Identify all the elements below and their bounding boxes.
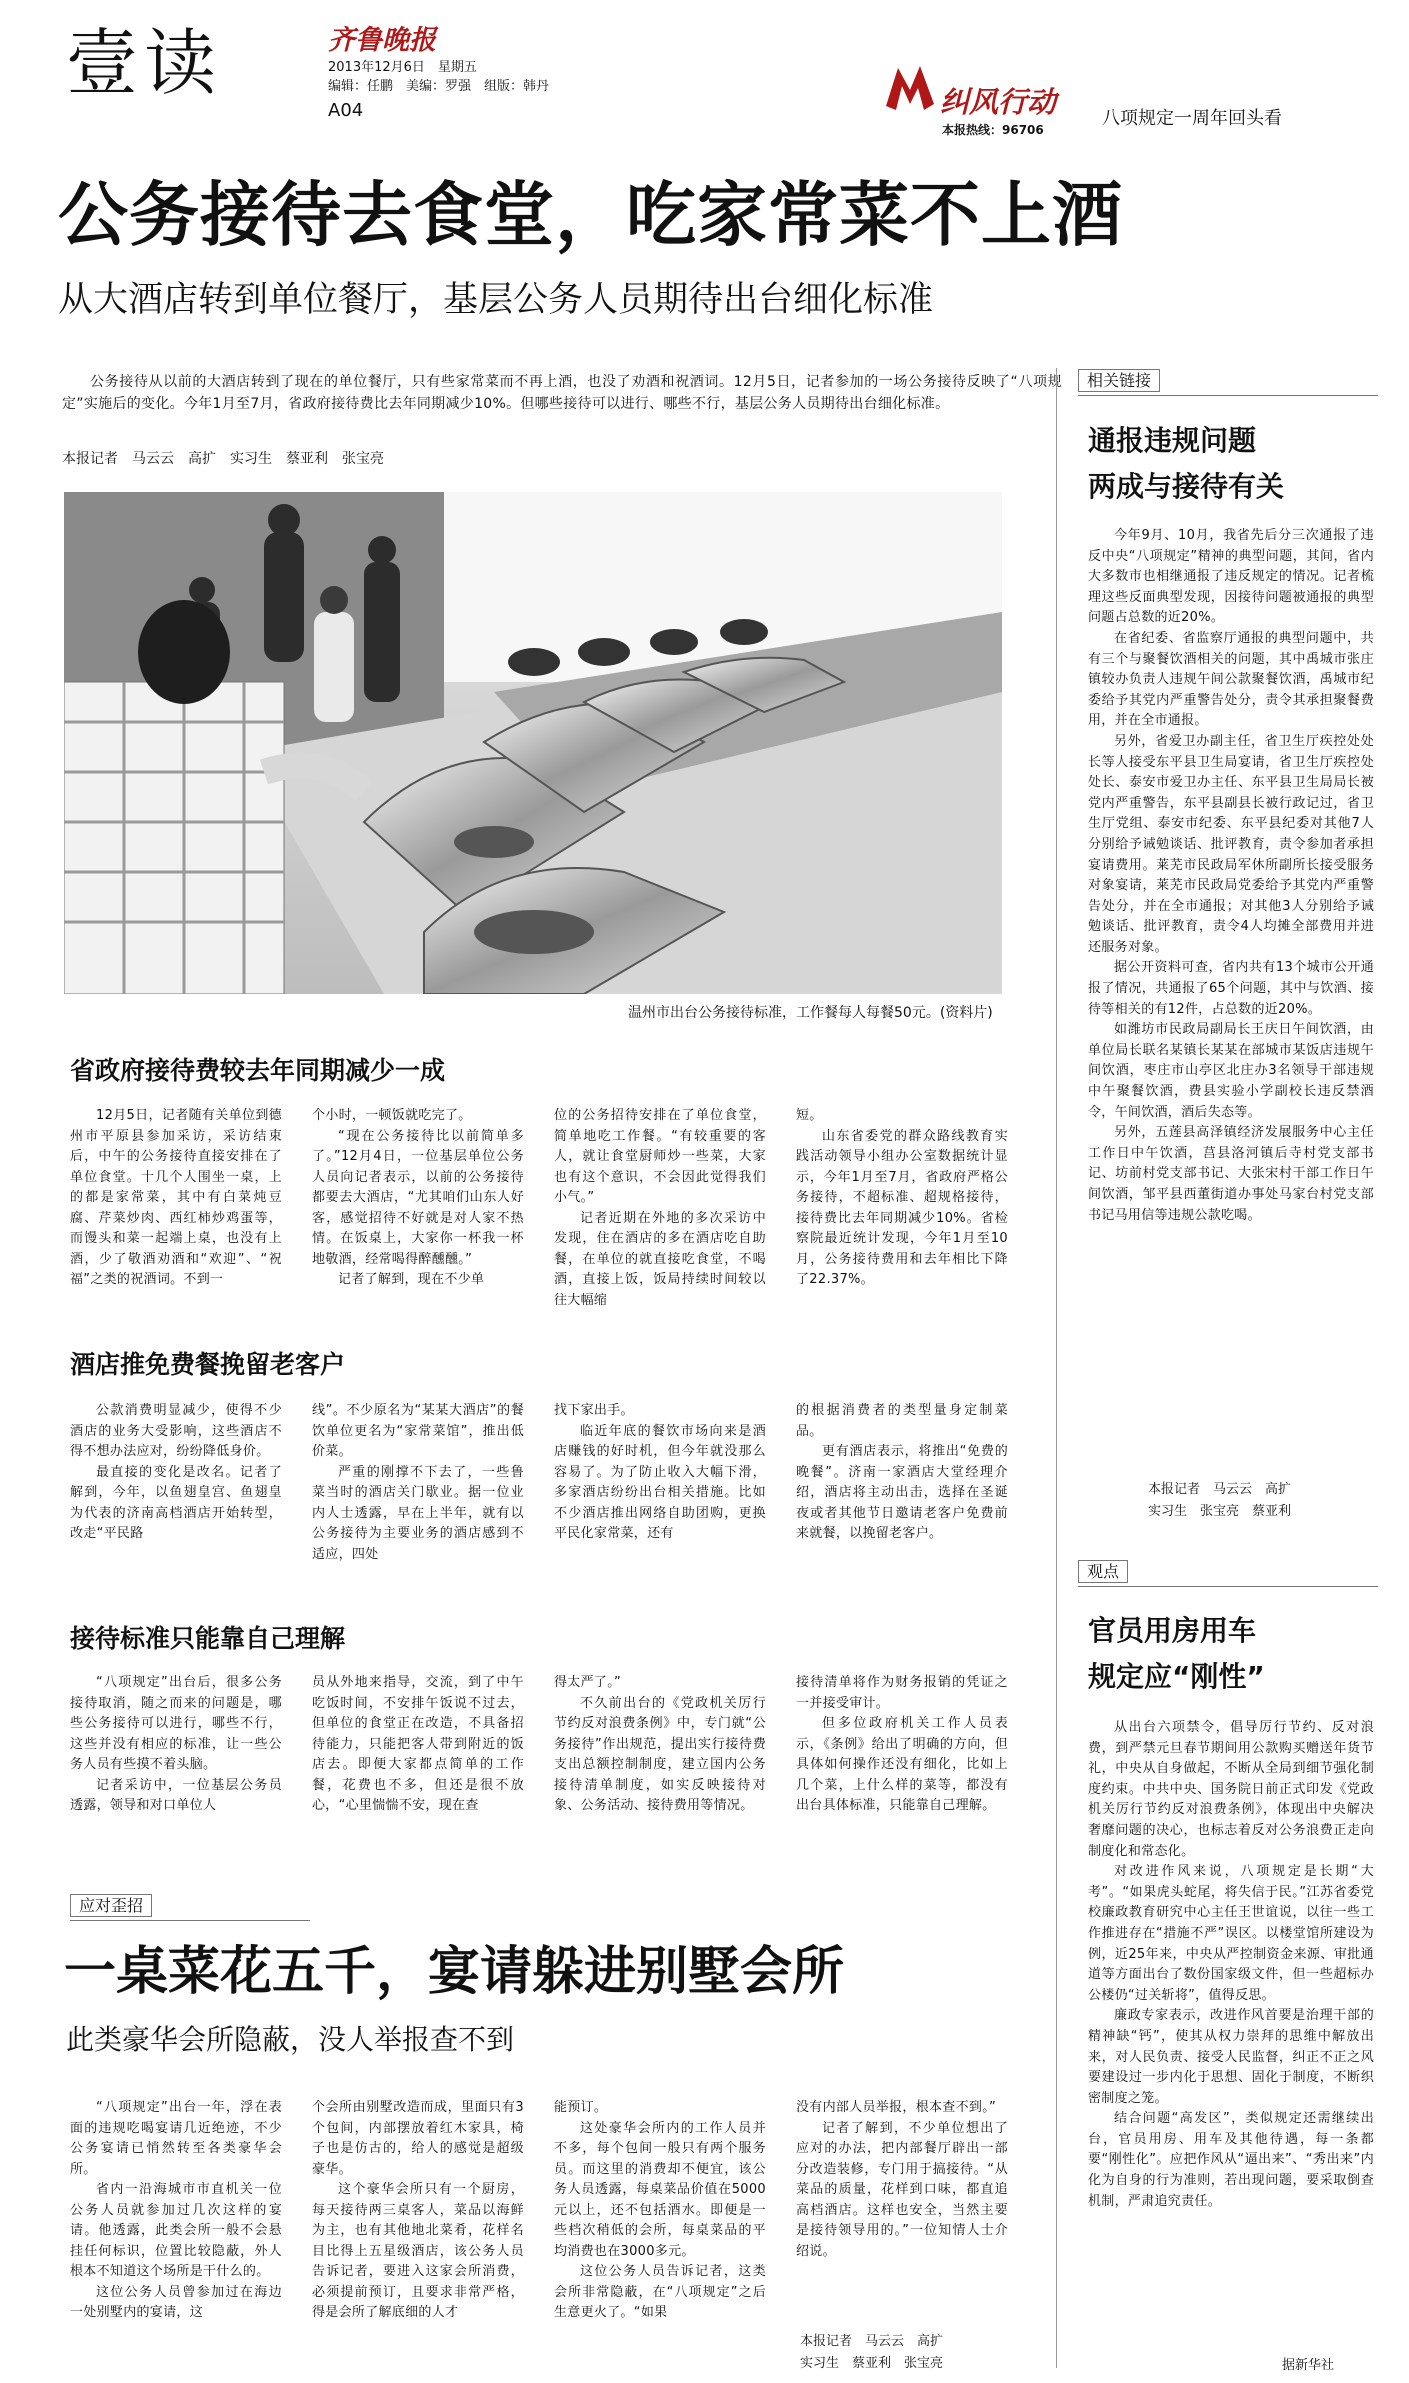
sec3-col1 (70, 1673, 282, 1817)
sec2-col4 (796, 1401, 1008, 1545)
main-headline: 公务接待去食堂，吃家常菜不上酒 (58, 174, 1123, 256)
sec2-col2 (312, 1401, 524, 1565)
sidebar2-title (1088, 1608, 1265, 1700)
story2-col2-para: 个会所由别墅改造而成，里面只有3个包间，内部摆放着红木家具，椅子也是仿古的，给人的感觉是超级豪华。 (312, 2100, 524, 2177)
sidebar1-tag (1078, 368, 1378, 396)
main-subhead: 从大酒店转到单位餐厅，基层公务人员期待出台细化标准 (58, 280, 934, 320)
sec3-col3-para: 得太严了。” (554, 1675, 622, 1690)
sec1-col1-para: 12月5日，记者随有关单位到德州市平原县参加采访，采访结束后，中午的公务接待直接安排在了单位食堂。十几个人围坐一桌，上的都是家常菜，其中有白菜炖豆腐、芹菜炒肉、西红柿炒鸡蛋等，而馒头和菜一起端上桌，也没有上酒，少了敬酒劝酒和“欢迎”、“祝福”之类的祝酒词。不到一 (70, 1108, 282, 1287)
column-logo-mark (880, 60, 940, 116)
sec2-col1-para: 最直接的变化是改名。记者了解到，今年，以鱼翅皇宫、鱼翅皇为代表的济南高档酒店开始转型，改走“平民路 (70, 1464, 282, 1541)
sidebar1-title (1088, 418, 1284, 510)
sec3-col1-para: 记者采访中，一位基层公务员透露，领导和对口单位人 (70, 1777, 282, 1813)
sec1-col2-para: 记者了解到，现在不少单 (338, 1272, 485, 1287)
story2-col3-para: 这位公务人员告诉记者，这类会所非常隐蔽，在“八项规定”之后生意更火了。“如果 (554, 2264, 766, 2320)
sec2-col4-para: 的根据消费者的类型量身定制菜品。 (796, 1403, 1008, 1439)
issue-date: 2013年12月6日 星期五 (328, 60, 477, 75)
sec3-col3 (554, 1673, 766, 1817)
sidebar1-para: 据公开资料可查，省内共有13个城市公开通报了情况，共通报了65个问题，其中与饮酒、接待等相关的有12件，占总数的近20%。 (1088, 960, 1374, 1017)
page-number: A04 (328, 100, 364, 121)
sidebar2-body (1088, 1718, 1374, 2212)
sec1-col3-para: 位的公务招待安排在了单位食堂，简单地吃工作餐。“有较重要的客人，就让食堂厨师炒一些菜，大家也有这个意识，不会因此觉得我们小气。” (554, 1108, 766, 1205)
story2-col3-para: 能预订。 (554, 2100, 608, 2115)
sec1-col1 (70, 1106, 282, 1291)
story2-byline-2: 实习生 蔡亚利 张宝亮 (800, 2356, 944, 2371)
sidebar1-title-line: 通报违规问题 (1088, 424, 1257, 457)
sidebar2-source: 据新华社 (1282, 2358, 1335, 2373)
sidebar1-para: 另外，五莲县高泽镇经济发展服务中心主任工作日中午饮酒，莒县洛河镇后寺村党支部书记、坊前村党支部书记、大张宋村干部工作日午间饮酒，邹平县西董街道办事处马家台村党支部书记马用信等违规公款吃喝。 (1088, 1125, 1374, 1223)
sec2-col3-para: 找下家出手。 (554, 1403, 634, 1418)
story2-col1-para: “八项规定”出台一年，浮在表面的违规吃喝宴请几近绝迹，不少公务宴请已悄然转至各类豪华会所。 (70, 2100, 282, 2177)
section-heading-2: 酒店推免费餐挽留老客户 (70, 1350, 346, 1379)
photo-caption: 温州市出台公务接待标准，工作餐每人每餐50元。(资料片) (628, 1005, 993, 1021)
lead-intro (62, 371, 1062, 415)
sec2-col4-para: 更有酒店表示，将推出“免费的晚餐”。济南一家酒店大堂经理介绍，酒店将主动出击，选择在圣诞夜或者其他节日邀请老客户免费前来就餐，以挽留老客户。 (796, 1444, 1008, 1541)
story2-headline: 一桌菜花五千，宴请躲进别墅会所 (64, 1942, 845, 2002)
sec2-col3-para: 临近年底的餐饮市场向来是酒店赚钱的好时机，但今年就没那么容易了。为了防止收入大幅下滑，多家酒店纷纷出台相关措施。比如不少酒店推出网络自助团购，更换平民化家常菜，还有 (554, 1423, 766, 1541)
story2-col2-para: 这个豪华会所只有一个厨房，每天接待两三桌客人，菜品以海鲜为主，也有其他地北菜肴，花样名目比得上五星级酒店，该公务人员告诉记者，要进入这家会所消费，必须提前预订，且要求非常严格，得是会所了解底细的人才 (312, 2182, 524, 2320)
sec2-col3 (554, 1401, 766, 1545)
story2-col2 (312, 2098, 524, 2324)
sec1-col2-para: “现在公务接待比以前简单多了。”12月4日，一位基层单位公务人员向记者表示，以前的公务接待都要去大酒店，“尤其咱们山东人好客，感觉招待不好就是对人家不热情。在饭桌上，大家你一杯我一杯地敬酒，经常喝得醉醺醺。” (312, 1128, 524, 1267)
sec2-col2-para: 线”。不少原名为“某某大酒店”的餐饮单位更名为“家常菜馆”，推出低价菜。 (312, 1403, 524, 1459)
sec3-col3-para: 不久前出台的《党政机关厉行节约反对浪费条例》中，专门就“公务接待”作出规范，提出实行接待费支出总额控制制度，建立国内公务接待清单制度，如实反映接待对象、公务活动、接待费用等情况。 (554, 1695, 766, 1813)
story2-col3 (554, 2098, 766, 2324)
story2-col4 (796, 2098, 1008, 2262)
sec2-col1-para: 公款消费明显减少，使得不少酒店的业务大受影响，这些酒店不得不想办法应对，纷纷降低身价。 (70, 1403, 282, 1459)
section-heading-1: 省政府接待费较去年同期减少一成 (70, 1056, 446, 1085)
sidebar2-para: 从出台六项禁令，倡导厉行节约、反对浪费，到严禁元旦春节期间用公款购买赠送年货节礼，中央从自身做起，不断从全局到细节强化制度约束。中共中央、国务院日前正式印发《党政机关厉行节约反对浪费条例》，体现出中央解决奢靡问题的决心，也标志着反对公务浪费正走向制度化和常态化。 (1088, 1720, 1374, 1859)
sidebar-divider (1056, 368, 1057, 2368)
sidebar1-para: 今年9月、10月，我省先后分三次通报了违反中央“八项规定”精神的典型问题，其间，省内大多数市也相继通报了违反规定的情况。记者梳理这些反面典型发现，因接待问题被通报的典型问题占总数的近20%。 (1088, 528, 1374, 626)
story2-byline-1: 本报记者 马云云 高扩 (800, 2334, 944, 2349)
sec1-col3 (554, 1106, 766, 1311)
sec1-col2 (312, 1106, 524, 1291)
series-title: 八项规定一周年回头看 (1102, 108, 1282, 129)
sec1-col3-para: 记者近期在外地的多次采访中发现，住在酒店的多在酒店吃自助餐，在单位的就直接吃食堂，不喝酒，直接上饭，饭局持续时间较以往大幅缩 (554, 1210, 766, 1308)
story2-col4-para: 没有内部人员举报，根本查不到。” (796, 2100, 997, 2115)
sec3-col2-para: 员从外地来指导，交流，到了中午吃饭时间，不安排午饭说不过去，但单位的食堂正在改造，不具备招待能力，只能把客人带到附近的饭店去。即便大家都点简单的工作餐，花费也不多，但还是很不放心，“心里惴惴不安，现在查 (312, 1675, 524, 1813)
story2-tag-label: 应对歪招 (70, 1894, 152, 1917)
sidebar1-byline-1: 本报记者 马云云 高扩 (1148, 1482, 1292, 1497)
buffet-photo-image (64, 492, 1002, 994)
lead-byline: 本报记者 马云云 高扩 实习生 蔡亚利 张宝亮 (62, 451, 384, 467)
sec1-col4-para: 短。 (796, 1108, 823, 1123)
sec3-col1-para: “八项规定”出台后，很多公务接待取消，随之而来的问题是，哪些公务接待可以进行，哪些不行，这些并没有相应的标准，让一些公务人员有些摸不着头脑。 (70, 1675, 282, 1772)
sec2-col2-para: 严重的刚撑不下去了，一些鲁菜当时的酒店关门歇业。据一位业内人士透露，早在上半年，就有以公务接待为主要业务的酒店感到不适应，四处 (312, 1464, 524, 1562)
sidebar2-tag-label: 观点 (1078, 1560, 1128, 1583)
story2-col3-para: 这处豪华会所内的工作人员并不多，每个包间一般只有两个服务员。而这里的消费却不便宜，该公务人员透露，每桌菜品价值在5000元以上，还不包括酒水。即便是一些档次稍低的会所，每桌菜品的平均消费也在3000多元。 (554, 2120, 766, 2259)
sidebar2-tag (1078, 1559, 1378, 1587)
story2-tag (70, 1893, 310, 1921)
sidebar1-byline-2: 实习生 张宝亮 蔡亚利 (1148, 1504, 1292, 1519)
column-logo (880, 60, 940, 116)
story2-subhead: 此类豪华会所隐蔽，没人举报查不到 (66, 2023, 515, 2056)
sec1-col4-para: 山东省委党的群众路线教育实践活动领导小组办公室数据统计显示，今年1月至7月，省政府严格公务接待，不超标准、超规格接待，接待费比去年同期减少10%。省检察院最近统计发现，今年1月至10月，公务接待费用和去年相比下降了22.37%。 (796, 1128, 1008, 1287)
newspaper-logo: 齐鲁晚报 (328, 25, 436, 56)
sec3-col4-para: 接待清单将作为财务报销的凭证之一并接受审计。 (796, 1675, 1008, 1711)
sidebar1-body (1088, 526, 1374, 1226)
column-name: 纠风行动 (940, 85, 1057, 119)
buffet-photo (64, 492, 1002, 994)
story2-col4-para: 记者了解到，不少单位想出了应对的办法，把内部餐厅辟出一部分改造装修，专门用于搞接待。“从菜品的质量，花样到口味，都直追高档酒店。这样也安全，当然主要是接待领导用的。”一位知情人士介绍说。 (796, 2120, 1008, 2259)
sidebar1-para: 如潍坊市民政局副局长王庆日午间饮酒，由单位局长联名某镇长某某在部城市某饭店违规午间饮酒，枣庄市山亭区北庄办3名领导干部违规中午聚餐饮酒，费县实验小学副校长违反禁酒令，午间饮酒，酒后失态等。 (1088, 1022, 1374, 1120)
editor-credits: 编辑：任鹏 美编：罗强 组版：韩丹 (328, 79, 550, 94)
story2-col1 (70, 2098, 282, 2324)
sidebar1-title-line: 两成与接待有关 (1088, 470, 1285, 503)
hotline: 本报热线：96706 (942, 123, 1044, 137)
sidebar2-title-line: 官员用房用车 (1088, 1614, 1257, 1647)
section-heading-3: 接待标准只能靠自己理解 (70, 1624, 346, 1653)
story2-col1-para: 这位公务人员曾参加过在海边一处别墅内的宴请，这 (70, 2284, 282, 2320)
sidebar1-tag-label: 相关链接 (1078, 369, 1160, 392)
sec3-col4 (796, 1673, 1008, 1817)
section-title: 壹读 (66, 21, 223, 105)
sec1-col2-para: 个小时，一顿饭就吃完了。 (312, 1108, 472, 1123)
sidebar2-para: 对改进作风来说，八项规定是长期“大考”。“如果虎头蛇尾，将失信于民。”江苏省委党校廉政教育研究中心主任王世谊说，以往一些工作推进存在“措施不严”误区。以楼堂馆所建设为例，近25年来，中央从严控制资金来源、审批通道等方面出台了数份国家级文件，但一些超标办公楼仍“过关斩将”，值得反思。 (1088, 1864, 1374, 2003)
sidebar2-para: 廉政专家表示，改进作风首要是治理干部的精神缺“钙”，使其从权力崇拜的思维中解放出来，对人民负责、接受人民监督，纠正不正之风要建设过一步内化于思想、固化于制度，不断织密制度之笼。 (1088, 2008, 1374, 2106)
sidebar2-para: 结合问题“高发区”，类似规定还需继续出台，官员用房、用车及其他待遇，每一条都要“刚性化”。应把作风从“逼出来”、“秀出来”内化为自身的行为准则，若出现问题，要采取倒查机制，严肃追究责任。 (1088, 2111, 1374, 2209)
sidebar1-para: 在省纪委、省监察厅通报的典型问题中，共有三个与聚餐饮酒相关的问题，其中禹城市张庄镇较办负责人违规午间公款聚餐饮酒，禹城市纪委给予其党内严重警告处分，责令其承担聚餐费用，并在全市通报。 (1088, 630, 1374, 729)
sidebar2-title-line: 规定应“刚性” (1088, 1660, 1265, 1693)
sidebar1-para: 另外，省爱卫办副主任，省卫生厅疾控处处长等人接受东平县卫生局宴请，省卫生厅疾控处处长、泰安市爱卫办主任、东平县卫生局局长被党内严重警告，东平县副县长被行政记过，省卫生厅党组、泰安市纪委、东平县纪委对其他7人分别给予诫勉谈话、批评教育，责令参加者承担宴请费用。莱芜市民政局军休所副所长接受服务对象宴请，莱芜市民政局党委给予其党内严重警告处分，并在全市通报；对其他3人分别给予诫勉谈话、批评教育，责令4人均摊全部费用并进还服务对象。 (1088, 733, 1374, 955)
sec2-col1 (70, 1401, 282, 1545)
story2-col1-para: 省内一沿海城市市直机关一位公务人员就参加过几次这样的宴请。他透露，此类会所一般不会悬挂任何标识，位置比较隐蔽，外人根本不知道这个场所是干什么的。 (70, 2182, 282, 2279)
sec1-col4 (796, 1106, 1008, 1291)
sec3-col4-para: 但多位政府机关工作人员表示，《条例》给出了明确的方向，但具体如何操作还没有细化，比如上几个菜，上什么样的菜等，都没有出台具体标准，只能靠自己理解。 (796, 1716, 1008, 1813)
lead-intro-text: 公务接待从以前的大酒店转到了现在的单位餐厅，只有些家常菜而不再上酒，也没了劝酒和祝酒词。12月5日，记者参加的一场公务接待反映了“八项规定”实施后的变化。今年1月至7月，省政府接待费比去年同期减少10%。但哪些接待可以进行、哪些不行，基层公务人员期待出台细化标准。 (62, 374, 1062, 412)
sec3-col2 (312, 1673, 524, 1817)
